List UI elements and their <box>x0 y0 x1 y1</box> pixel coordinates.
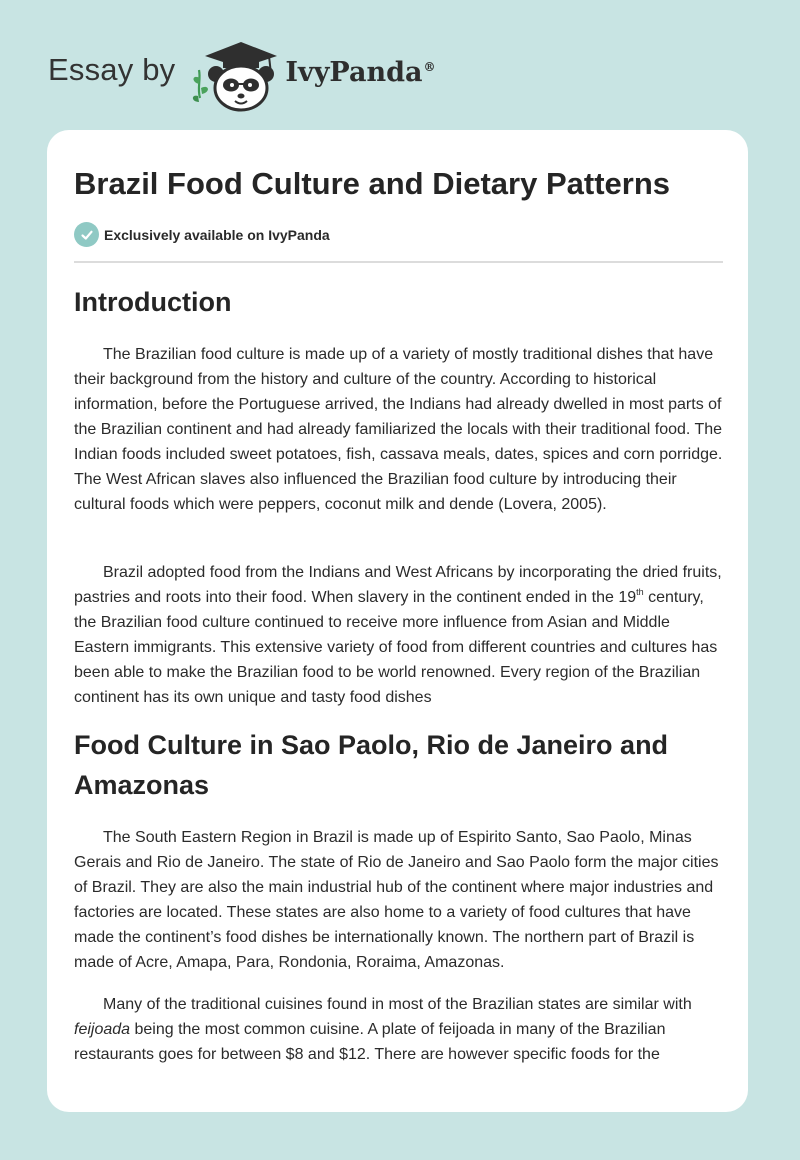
site-header <box>48 34 435 114</box>
brand-prefix: Essay by <box>48 52 176 87</box>
exclusive-badge <box>74 222 330 247</box>
title-divider <box>74 261 723 263</box>
paragraph: Many of the traditional cuisines found in most of the Brazilian states are similar with feijoada being the most common cuisine. A plate of feijoada in many of the Brazilian restaurants goes for between $8 and $12. There are however specific foods for the <box>74 996 692 1063</box>
paragraph: The South Eastern Region in Brazil is made up of Espirito Santo, Sao Paolo, Minas Gerais and Rio de Janeiro. The state of Rio de Janeiro and Sao Paolo form the major cities of Brazil. They are also the main industrial hub of the continent where major industries and factories are located. These states are also home to a variety of food cultures that have made the continent’s food dishes be internationally known. The northern part of Brazil is made of Acre, Amapa, Para, Rondonia, Roraima, Amazonas. <box>74 829 719 971</box>
essay-card <box>47 130 748 1112</box>
essay-title: Brazil Food Culture and Dietary Patterns <box>74 166 670 201</box>
ivypanda-logo-icon[interactable] <box>189 34 281 114</box>
section-heading-food-culture: Food Culture in Sao Paolo, Rio de Janeiro and Amazonas <box>74 730 669 800</box>
badge-label: Exclusively available on IvyPanda <box>104 226 330 243</box>
checkmark-icon <box>74 222 99 247</box>
italic-term: feijoada <box>74 1021 131 1038</box>
brand-name[interactable]: IvyPanda® <box>285 56 436 88</box>
superscript: th <box>636 587 644 597</box>
section-heading-introduction: Introduction <box>74 287 232 317</box>
paragraph: Brazil adopted food from the Indians and West Africans by incorporating the dried fruits, pastries and roots into their food. When slavery in the continent ended in the 19th century, the Brazilian food culture continued to receive more influence from Asian and Middle Eastern immigrants. This extensive variety of food from different countries and cultures has been able to make the Brazilian food to be world renowned. Every region of the Brazilian continent has its own unique and tasty food dishes <box>74 564 722 706</box>
paragraph: The Brazilian food culture is made up of a variety of mostly traditional dishes that have their background from the history and culture of the country. According to historical information, before the Portuguese arrived, the Indians had already dwelled in most parts of the Brazilian continent and had already familiarized the locals with their traditional food. The Indian foods included sweet potatoes, fish, cassava meals, dates, spices and corn porridge. The West African slaves also influenced the Brazilian food culture by introducing their cultural foods which were peppers, coconut milk and dende (Lovera, 2005). <box>74 346 723 513</box>
registered-mark: ® <box>423 59 436 74</box>
